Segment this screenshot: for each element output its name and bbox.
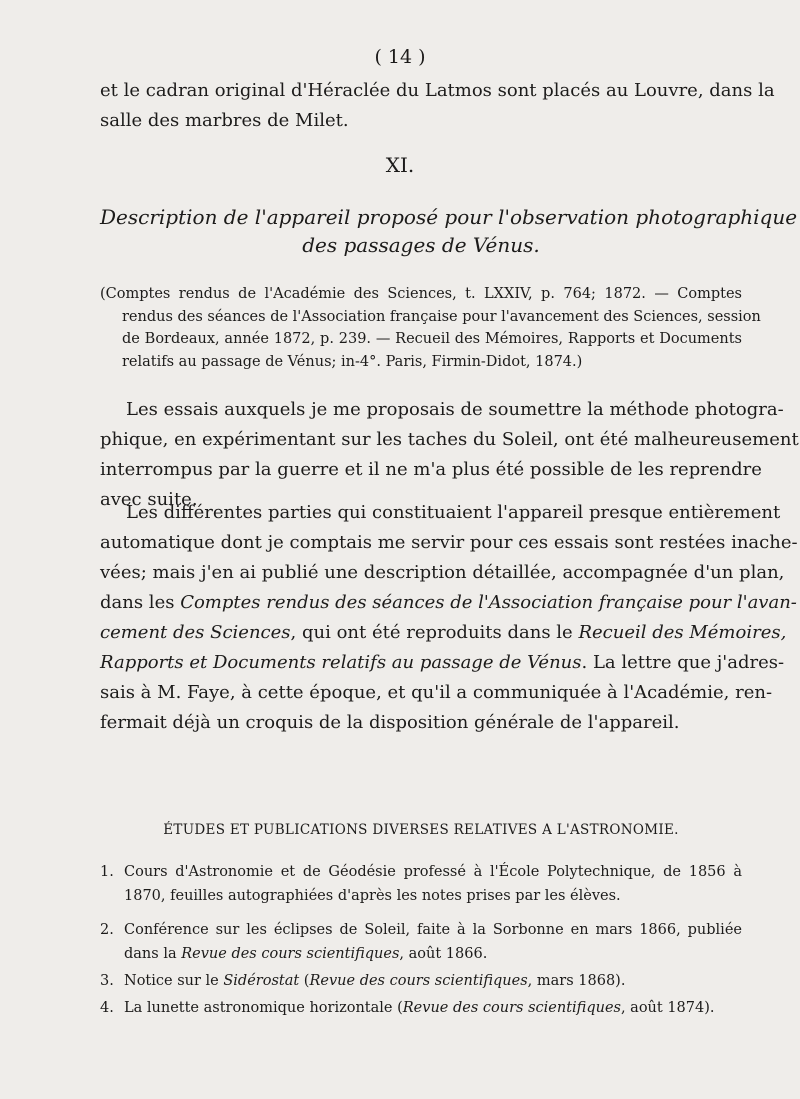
text-line: vées; mais j'en ai publié une description détaillée, accompagnée d'un plan, xyxy=(100,562,785,583)
text-line: interrompus par la guerre et il ne m'a plus été possible de les reprendre xyxy=(100,459,762,480)
publication-title: Recueil des Mémoires, xyxy=(578,622,787,643)
text-line: avec suite. xyxy=(100,489,198,510)
reference-line: de Bordeaux, année 1872, p. 239. — Recueil des Mémoires, Rapports et Documents xyxy=(122,331,742,347)
text-fragment: , août 1874). xyxy=(620,1000,715,1016)
text-line: automatique dont je comptais me servir pour ces essais sont restées inache- xyxy=(100,532,798,553)
text-line xyxy=(124,969,742,993)
text-line: sais à M. Faye, à cette époque, et qu'il a communiquée à l'Académie, ren- xyxy=(100,682,773,703)
text-fragment: . La lettre que j'adres- xyxy=(581,652,785,673)
list-item xyxy=(100,860,742,908)
text-line: 1870, feuilles autographiées d'après les notes prises par les élèves. xyxy=(124,888,621,904)
reference-line: rendus des séances de l'Association française pour l'avancement des Sciences, session xyxy=(122,308,761,325)
text-line: Les différentes parties qui constituaient l'appareil presque entièrement xyxy=(126,502,781,523)
text-fragment: , qui ont été reproduits dans le xyxy=(290,622,579,643)
text-fragment: dans la xyxy=(124,946,182,962)
page-number: ( 14 ) xyxy=(374,46,426,68)
text-line: salle des marbres de Milet. xyxy=(100,110,349,131)
body-paragraph-2 xyxy=(100,498,798,738)
publication-title: Revue des cours scientifiques xyxy=(181,946,400,962)
item-number: 3. xyxy=(100,973,114,989)
publication-title: Revue des cours scientifiques xyxy=(402,1000,621,1016)
text-line xyxy=(124,942,742,966)
publication-title: cement des Sciences xyxy=(100,622,291,643)
publication-list xyxy=(100,860,742,1020)
text-line: phique, en expérimentant sur les taches du Soleil, ont été malheureusement xyxy=(100,429,799,450)
title-line: Description de l'appareil proposé pour l'observation photographique xyxy=(100,205,798,229)
text-line: Les essais auxquels je me proposais de soumettre la méthode photogra- xyxy=(126,399,784,420)
text-fragment: dans les xyxy=(100,592,181,613)
section-title xyxy=(100,203,798,259)
reference-note xyxy=(100,283,761,373)
publication-title: Comptes rendus des séances de l'Association française pour l'avan- xyxy=(180,592,797,613)
text-fragment: , août 1866. xyxy=(399,946,488,962)
reference-line: (Comptes rendus de l'Académie des Sciences, t. LXXIV, p. 764; 1872. — Comptes xyxy=(100,286,742,302)
list-item xyxy=(100,969,742,993)
item-number: 2. xyxy=(100,922,114,938)
text-line: Conférence sur les éclipses de Soleil, faite à la Sorbonne en mars 1866, publiée xyxy=(124,922,742,938)
text-line: fermait déjà un croquis de la disposition générale de l'appareil. xyxy=(100,712,680,733)
text-fragment: Notice sur le xyxy=(124,973,224,989)
title-line: des passages de Vénus. xyxy=(302,233,540,257)
text-line xyxy=(100,618,787,648)
section-number: XI. xyxy=(385,153,415,177)
item-number: 4. xyxy=(100,1000,114,1016)
publication-title: Rapports et Documents relatifs au passage de Vénus xyxy=(100,652,582,673)
text-line xyxy=(100,648,785,678)
text-fragment: , mars 1868). xyxy=(527,973,626,989)
reference-line: relatifs au passage de Vénus; in-4°. Paris, Firmin-Didot, 1874.) xyxy=(122,353,583,370)
text-fragment: ( xyxy=(299,973,310,989)
text-line: et le cadran original d'Héraclée du Latmos sont placés au Louvre, dans la xyxy=(100,80,775,101)
item-number: 1. xyxy=(100,864,114,880)
continuation-paragraph xyxy=(100,76,775,136)
text-line xyxy=(100,588,797,618)
list-item xyxy=(100,996,742,1020)
publication-title: Sidérostat xyxy=(223,973,300,989)
publication-title: Revue des cours scientifiques xyxy=(309,973,528,989)
text-line: Cours d'Astronomie et de Géodésie professé à l'École Polytechnique, de 1856 à xyxy=(124,864,742,880)
section-heading: ÉTUDES ET PUBLICATIONS DIVERSES RELATIVES A L'ASTRONOMIE. xyxy=(163,822,679,838)
body-paragraph-1 xyxy=(100,395,799,515)
text-fragment: La lunette astronomique horizontale ( xyxy=(124,1000,403,1016)
list-item xyxy=(100,918,742,966)
text-line xyxy=(124,996,742,1020)
